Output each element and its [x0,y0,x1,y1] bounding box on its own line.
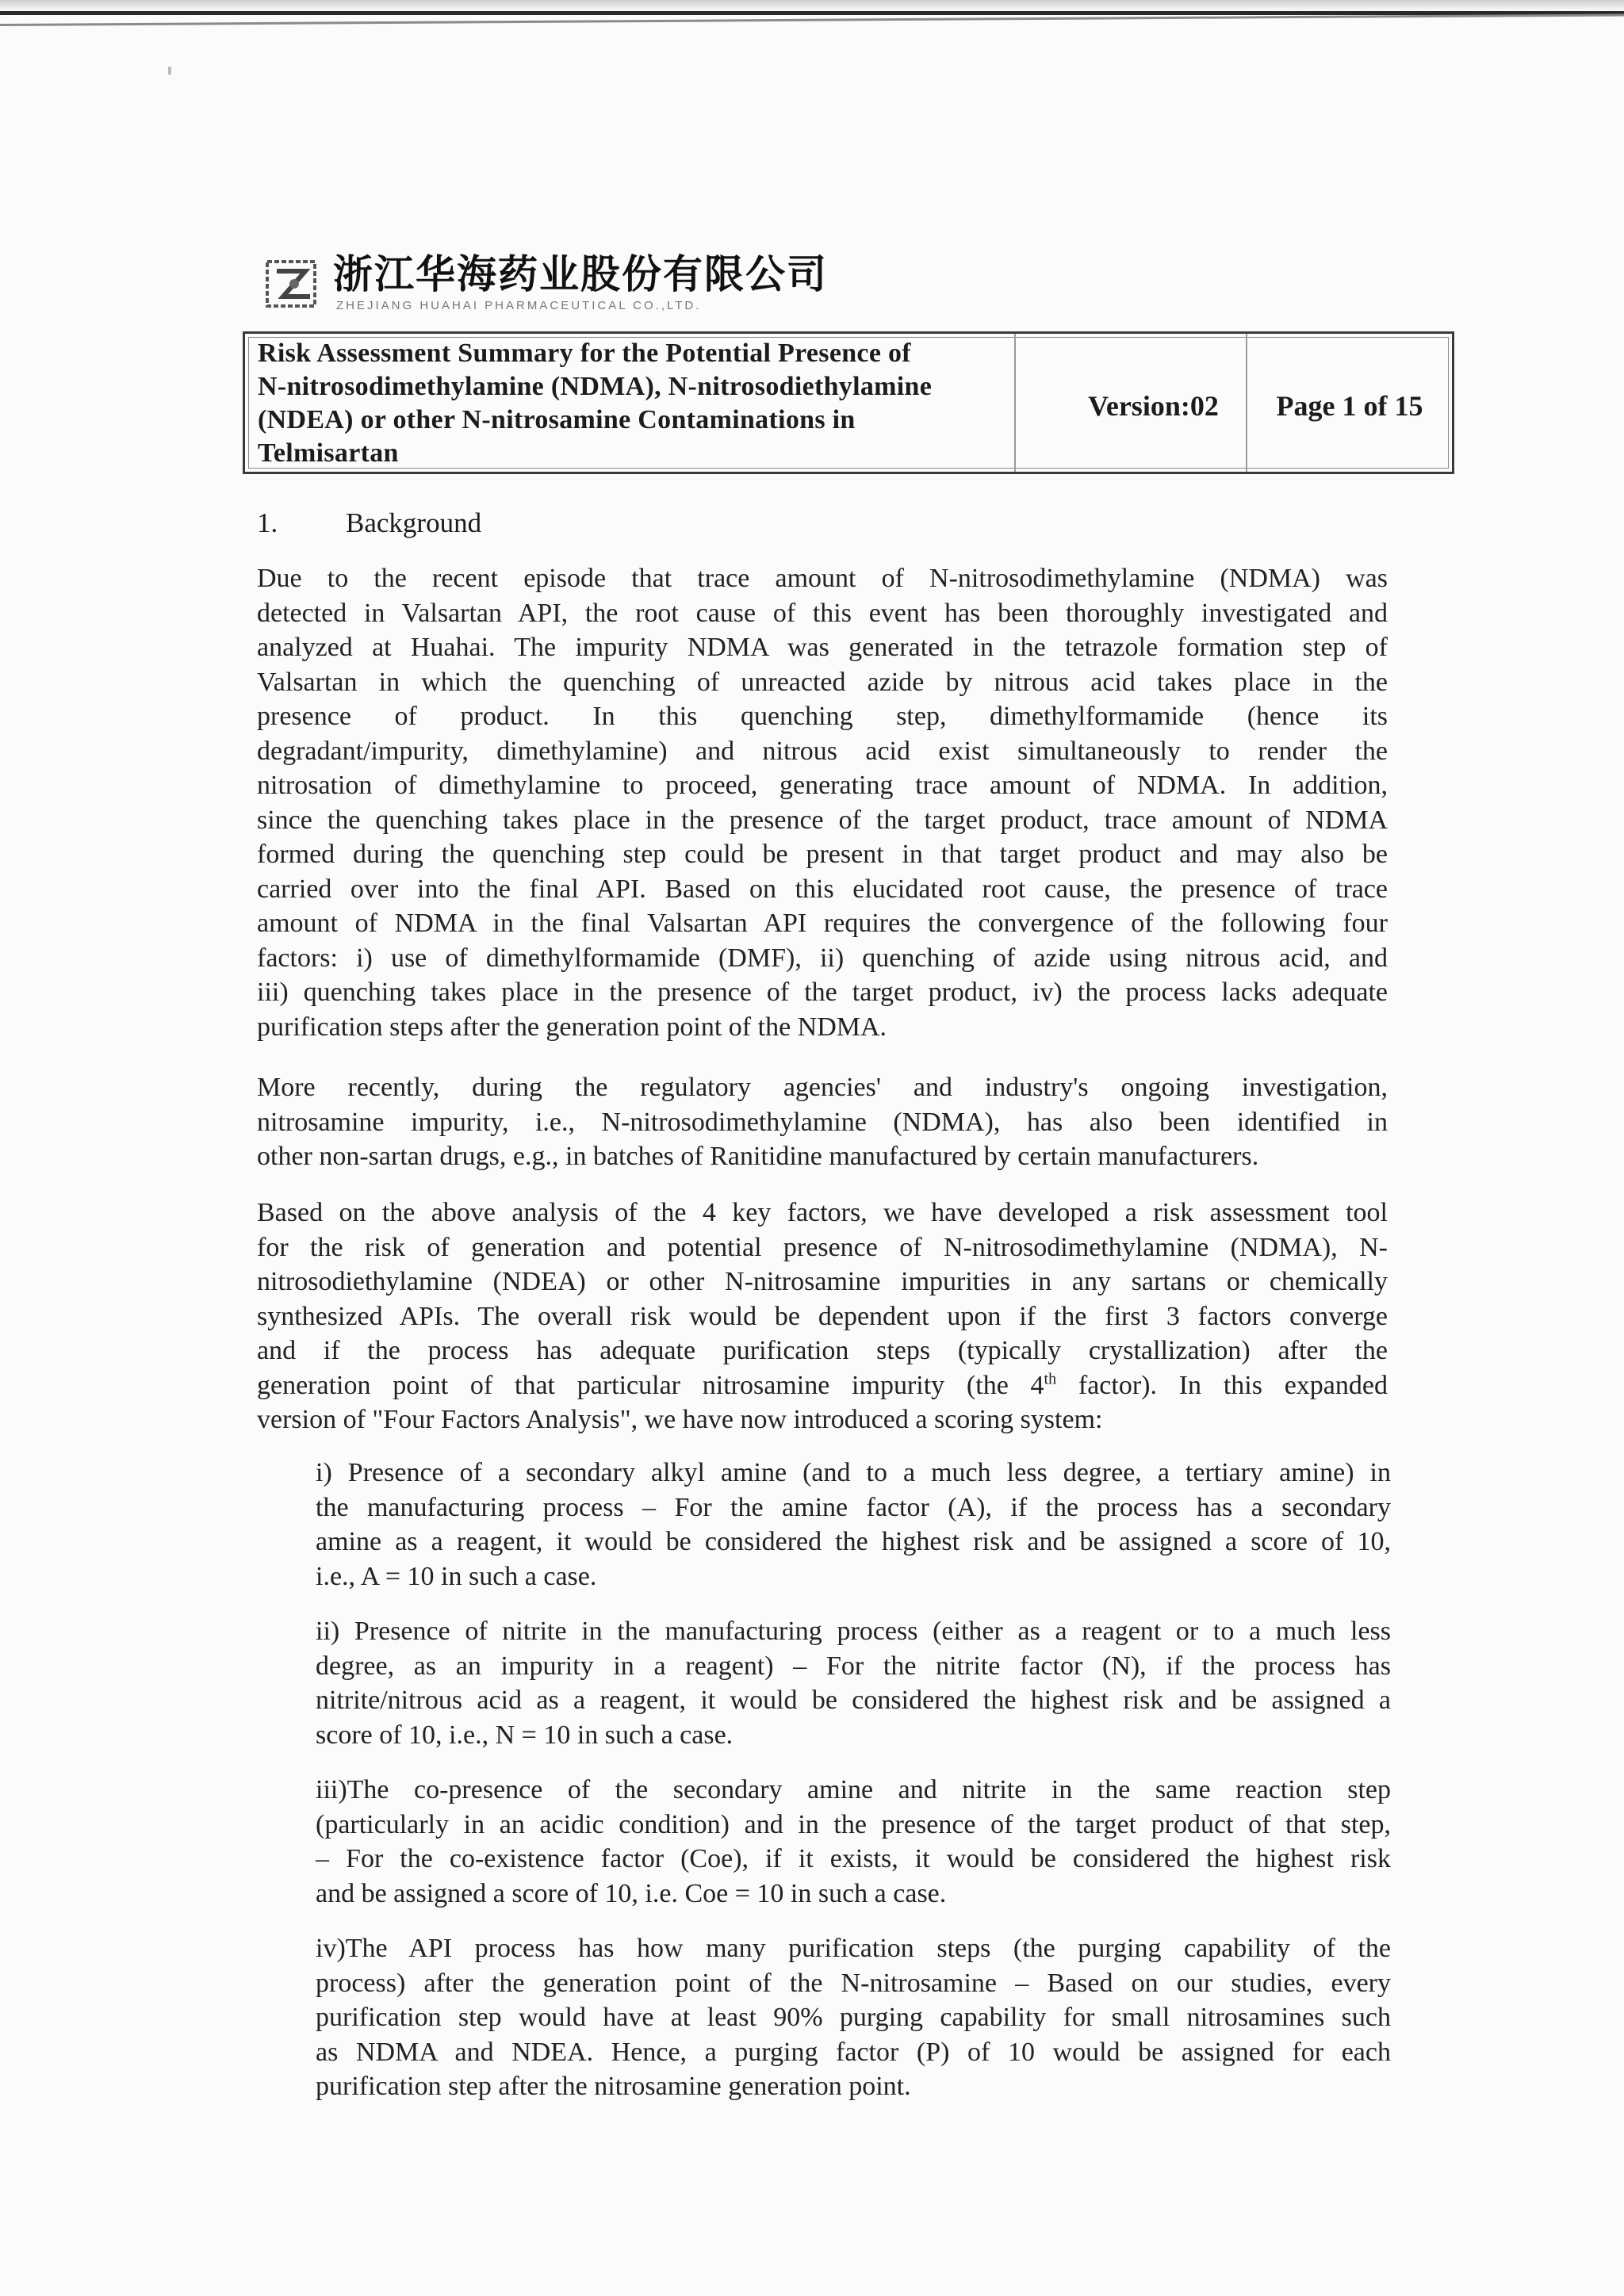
paragraph-line: other non-sartan drugs, e.g., in batches of Ranitidine manufactured by certain manufacturers. [257,1142,1259,1171]
factor-line: – For the co-existence factor (Coe), if it exists, it would be considered the highest risk [316,1844,1391,1873]
paragraph-line: nitrosation of dimethylamine to proceed, generating trace amount of NDMA. In addition, [257,771,1388,800]
scan-edge-line [0,11,1624,15]
paragraph-line: factors: i) use of dimethylformamide (DMF), ii) quenching of azide using nitrous acid, and [257,943,1388,973]
paragraph-line: Based on the above analysis of the 4 key factors, we have developed a risk assessment tool [257,1198,1388,1227]
paragraph-line: Due to the recent episode that trace amount of N-nitrosodimethylamine (NDMA) was [257,564,1388,593]
section-heading [257,507,481,539]
paragraph-line: for the risk of generation and potential presence of N-nitrosodimethylamine (NDMA), N- [257,1232,1388,1262]
document-title [258,337,995,470]
paragraph-line: presence of product. In this quenching step, dimethylformamide (hence its [257,702,1388,731]
document-title-line: Telmisartan [258,438,399,468]
company-name-chinese: 浙江华海药业股份有限公司 [333,251,828,297]
paragraph-line: nitrosodiethylamine (NDEA) or other N-nitrosamine impurities in any sartans or chemically [257,1267,1388,1296]
factor-line: ii) Presence of nitrite in the manufacturing process (either as a reagent or to a much less [316,1617,1391,1646]
factor-line: nitrite/nitrous acid as a reagent, it would be considered the highest risk and be assigned a [316,1686,1391,1715]
factor-line: score of 10, i.e., N = 10 in such a case. [316,1720,733,1750]
factor-line: purification step would have at least 90% purging capability for small nitrosamines such [316,2003,1391,2032]
paragraph-line [257,1368,1388,1403]
paragraph-line-part: factor). In this expanded [1056,1370,1388,1400]
factor-line: i) Presence of a secondary alkyl amine (and to a much less degree, a tertiary amine) in [316,1458,1391,1487]
paragraph-line: More recently, during the regulatory agencies' and industry's ongoing investigation, [257,1073,1388,1102]
header-divider-1 [1014,334,1016,472]
paragraph-line: nitrosamine impurity, i.e., N-nitrosodimethylamine (NDMA), has also been identified in [257,1107,1388,1137]
paragraph-line: formed during the quenching step could be present in that target product and may also be [257,840,1388,869]
factor-line: iv)The API process has how many purification steps (the purging capability of the [316,1934,1391,1963]
factor-line: as NDMA and NDEA. Hence, a purging factor (P) of 10 would be assigned for each [316,2037,1391,2067]
paragraph-line: iii) quenching takes place in the presence of the target product, iv) the process lacks adequate [257,978,1388,1007]
paragraph-line: amount of NDMA in the final Valsartan API requires the convergence of the following four [257,909,1388,938]
paragraph-line: analyzed at Huahai. The impurity NDMA was generated in the tetrazole formation step of [257,633,1388,662]
factor-line: and be assigned a score of 10, i.e. Coe = 10 in such a case. [316,1878,947,1908]
factor-line: the manufacturing process – For the amine factor (A), if the process has a secondary [316,1492,1391,1522]
paragraph-line: degradant/impurity, dimethylamine) and nitrous acid exist simultaneously to render the [257,736,1388,766]
company-logo [266,254,323,314]
paragraph-line: version of "Four Factors Analysis", we have now introduced a scoring system: [257,1405,1103,1434]
paragraph-line: synthesized APIs. The overall risk would be dependent upon if the first 3 factors converge [257,1301,1388,1331]
document-header-table [243,331,1454,474]
factor-line: i.e., A = 10 in such a case. [316,1561,597,1591]
factor-line: iii)The co-presence of the secondary amine and nitrite in the same reaction step [316,1775,1391,1804]
paragraph-line: carried over into the final API. Based on this elucidated root cause, the presence of trace [257,874,1388,904]
paragraph-line: and if the process has adequate purification steps (typically crystallization) after the [257,1336,1388,1365]
paragraph-line: since the quenching takes place in the presence of the target product, trace amount of NDMA [257,805,1388,835]
document-title-line: N-nitrosodimethylamine (NDMA), N-nitrosodiethylamine [258,372,933,401]
superscript-ordinal: th [1044,1370,1057,1388]
document-version: Version:02 [1088,390,1219,422]
factor-line: process) after the generation point of the N-nitrosamine – Based on our studies, every [316,1968,1391,1998]
scan-edge-line-secondary [0,13,1624,26]
factor-line: purification step after the nitrosamine generation point. [316,2072,911,2101]
factor-line: degree, as an impurity in a reagent) – For the nitrite factor (N), if the process has [316,1651,1391,1681]
factor-purging [316,1931,1391,2104]
paragraph-line: detected in Valsartan API, the root cause of this event has been thoroughly investigated and [257,598,1388,628]
factor-nitrite [316,1614,1391,1752]
section-title: Background [346,507,482,538]
document-title-line: Risk Assessment Summary for the Potential Presence of [258,339,911,368]
paragraph-background-2 [257,1070,1388,1174]
factor-co-existence [316,1773,1391,1911]
scan-speck [168,67,171,75]
page-number: Page 1 of 15 [1276,390,1423,422]
paragraph-line: purification steps after the generation point of the NDMA. [257,1012,887,1042]
document-title-line: (NDEA) or other N-nitrosamine Contaminations in [258,405,856,434]
scan-edge-shadow [0,0,1624,11]
factor-line: amine as a reagent, it would be considered the highest risk and be assigned a score of 10, [316,1527,1391,1556]
paragraph-background-1 [257,561,1388,1044]
factor-amine [316,1456,1391,1594]
company-name-english: ZHEJIANG HUAHAI PHARMACEUTICAL CO.,LTD. [336,299,702,312]
factor-line: (particularly in an acidic condition) and in the presence of the target product of that step, [316,1809,1391,1839]
paragraph-line-part: generation point of that particular nitrosamine impurity (the 4 [257,1370,1044,1400]
paragraph-background-3 [257,1196,1388,1437]
paragraph-line: Valsartan in which the quenching of unreacted azide by nitrous acid takes place in the [257,667,1388,697]
section-number: 1. [257,507,278,538]
